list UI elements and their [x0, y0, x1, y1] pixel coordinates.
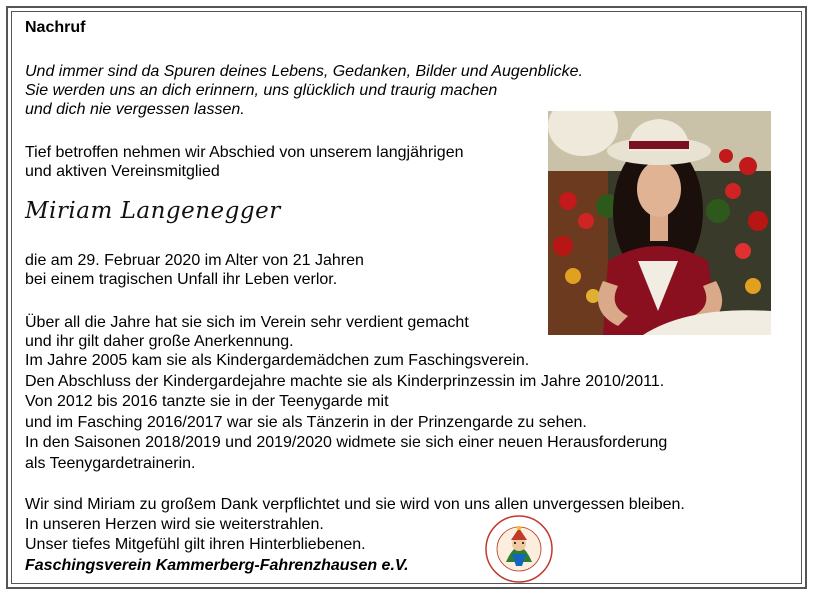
- bio-line: Im Jahre 2005 kam sie als Kindergardemädchen zum Faschingsverein.: [25, 352, 530, 369]
- bio-line: und im Fasching 2016/2017 war sie als Tänzerin in der Prinzengarde zu sehen.: [25, 414, 587, 431]
- death-line: die am 29. Februar 2020 im Alter von 21 Jahren: [25, 252, 364, 269]
- intro-line: und aktiven Vereinsmitglied: [25, 163, 220, 180]
- bio-line: Von 2012 bis 2016 tanzte sie in der Teenygarde mit: [25, 393, 389, 410]
- bio-line: In den Saisonen 2018/2019 und 2019/2020 widmete sie sich einer neuen Herausforderung: [25, 434, 668, 451]
- quote-line: Sie werden uns an dich erinnern, uns glücklich und traurig machen: [25, 82, 498, 99]
- bio-line: Den Abschluss der Kindergardejahre machte sie als Kinderprinzessin im Jahre 2010/2011.: [25, 373, 665, 390]
- closing-line: Unser tiefes Mitgefühl gilt ihren Hinterbliebenen.: [25, 536, 366, 553]
- deceased-name: Miriam Langenegger: [25, 198, 281, 224]
- quote-line: Und immer sind da Spuren deines Lebens, Gedanken, Bilder und Augenblicke.: [25, 63, 583, 80]
- page-title: Nachruf: [25, 19, 86, 36]
- club-logo: [484, 514, 554, 584]
- bio-line: Über all die Jahre hat sie sich im Verein sehr verdient gemacht: [25, 314, 469, 331]
- signature: Faschingsverein Kammerberg-Fahrenzhausen e.V.: [25, 557, 409, 574]
- closing-line: In unseren Herzen wird sie weiterstrahlen.: [25, 516, 324, 533]
- death-line: bei einem tragischen Unfall ihr Leben verlor.: [25, 271, 338, 288]
- bio-line: und ihr gilt daher große Anerkennung.: [25, 333, 294, 350]
- portrait-photo: [548, 111, 771, 335]
- quote-line: und dich nie vergessen lassen.: [25, 101, 245, 118]
- closing-line: Wir sind Miriam zu großem Dank verpflichtet und sie wird von uns allen unvergessen bleiben.: [25, 496, 685, 513]
- bio-line: als Teenygardetrainerin.: [25, 455, 196, 472]
- intro-line: Tief betroffen nehmen wir Abschied von unserem langjährigen: [25, 144, 464, 161]
